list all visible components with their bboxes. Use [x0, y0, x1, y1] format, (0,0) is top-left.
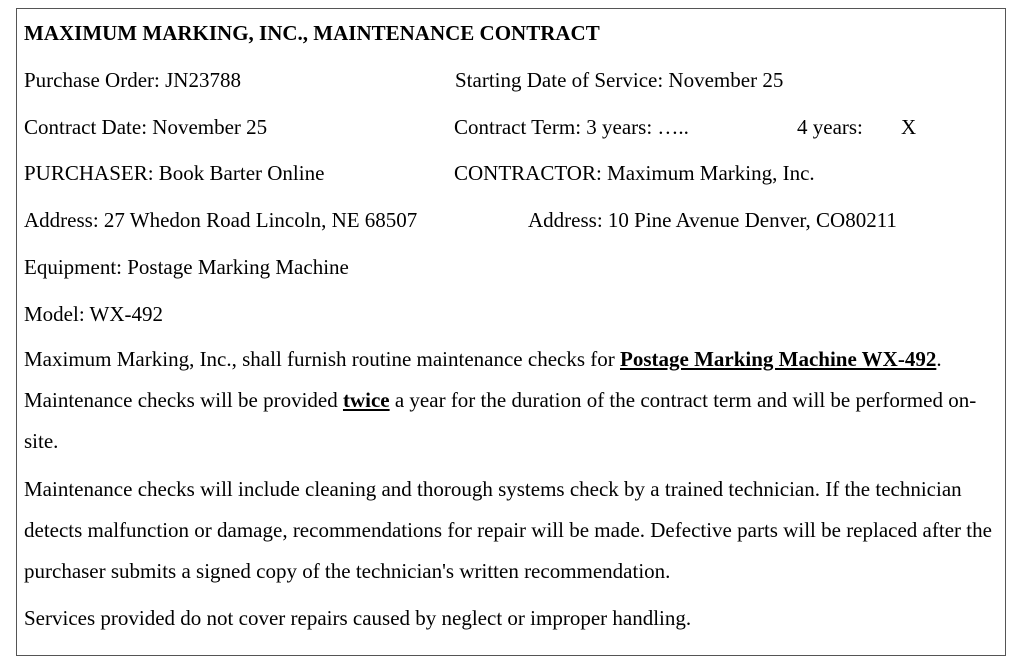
contract-title: MAXIMUM MARKING, INC., MAINTENANCE CONTRACT — [24, 21, 600, 45]
checks-paragraph: Maintenance checks will include cleaning and thorough systems check by a trained technician. If the technician detects malfunction or damage, recommendations for repair will be made. Defective parts will be replaced after the purchaser submits a signed copy of the technician's written recommendation. — [24, 477, 992, 583]
purchase-order: Purchase Order: JN23788 — [24, 68, 241, 92]
paragraph1-part3: a year for the duration of the contract term and will be performed on-site. — [24, 388, 977, 453]
purchaser: PURCHASER: Book Barter Online — [24, 161, 325, 185]
four-years-mark: X — [901, 115, 917, 139]
contract-document — [16, 8, 1006, 656]
equipment: Equipment: Postage Marking Machine — [24, 255, 349, 279]
exclusions-paragraph: Services provided do not cover repairs caused by neglect or improper handling. — [24, 606, 692, 630]
maintenance-paragraph — [24, 339, 1002, 462]
four-years-label: 4 years: — [797, 115, 863, 139]
paragraph1-part1: Maximum Marking, Inc., shall furnish routine maintenance checks for — [24, 347, 620, 371]
model: Model: WX-492 — [24, 302, 164, 326]
starting-date: Starting Date of Service: November 25 — [455, 68, 784, 92]
machine-name: Postage Marking Machine WX-492 — [620, 347, 937, 371]
contract-date: Contract Date: November 25 — [24, 115, 268, 139]
paragraph1-part2: . Maintenance checks will be provided — [24, 347, 942, 412]
purchaser-address: Address: 27 Whedon Road Lincoln, NE 68507 — [24, 208, 418, 232]
contractor: CONTRACTOR: Maximum Marking, Inc. — [454, 161, 815, 185]
contract-term: Contract Term: 3 years: ….. — [454, 115, 689, 139]
frequency: twice — [342, 388, 390, 412]
contractor-address: Address: 10 Pine Avenue Denver, CO80211 — [528, 208, 897, 232]
